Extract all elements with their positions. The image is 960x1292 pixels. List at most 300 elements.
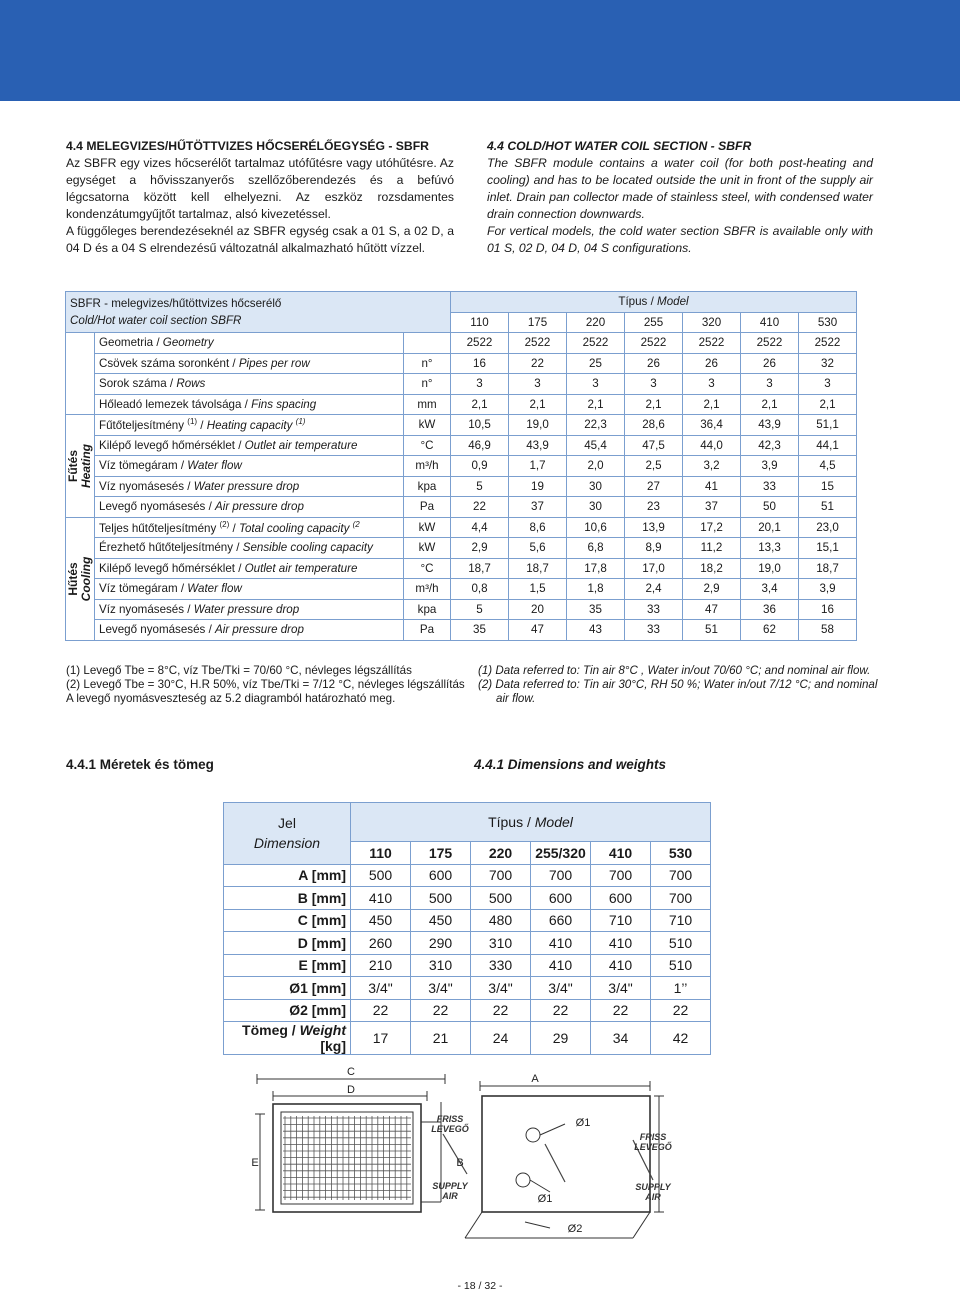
dim-label-a: A	[531, 1073, 539, 1085]
dim-label-heading	[224, 803, 351, 865]
dim-value-cell: 330	[471, 954, 531, 977]
dim-label-o1b: Ø1	[537, 1193, 553, 1205]
label-en: Water flow	[187, 459, 242, 473]
label-supply: SUPPLY	[635, 1182, 671, 1192]
value-cell: 28,6	[625, 415, 683, 436]
value-cell: 19,0	[509, 415, 567, 436]
spec-row-label	[95, 333, 404, 354]
value-cell: 13,9	[625, 517, 683, 538]
model-cell: 320	[683, 312, 741, 333]
label-hu: Hőleadó lemezek távolsága /	[99, 397, 252, 411]
value-cell: 2,0	[567, 456, 625, 477]
model-cell: 530	[651, 842, 711, 865]
value-cell: 17,0	[625, 558, 683, 579]
dim-value-cell: 310	[471, 932, 531, 955]
paragraph: Az SBFR egy vizes hőcserélőt tartalmaz utófűtésre vagy utóhűtésre. Az egységet a hővisszanyerős szellőzőberendezés és a befúvó légcsatorna között kell elhelyezni. Az eszköz rozsdamentes kondenzátumgyűjtőt tartalmaz, alsó kivezetéssel.	[66, 156, 454, 221]
dim-value-cell: 22	[351, 999, 411, 1022]
value-cell: 41	[683, 476, 741, 497]
spec-row	[66, 476, 857, 497]
unit-cell	[404, 333, 451, 354]
value-cell: 6,8	[567, 538, 625, 559]
dim-row	[224, 977, 711, 1000]
value-cell: 1,8	[567, 579, 625, 600]
value-cell: 2522	[509, 333, 567, 354]
dim-value-cell: 410	[351, 887, 411, 910]
value-cell: 51	[799, 497, 857, 518]
heating-label	[67, 444, 93, 488]
value-cell: 26	[741, 353, 799, 374]
dim-value-cell: 660	[531, 909, 591, 932]
label-supply: SUPPLY	[432, 1181, 468, 1191]
dim-row	[224, 909, 711, 932]
dim-value-cell: 22	[411, 999, 471, 1022]
label-hu: Kilépő levegő hőmérséklet /	[99, 438, 245, 452]
label-hu: Víz nyomásesés /	[99, 479, 194, 493]
value-cell: 36	[741, 599, 799, 620]
model-cell: 410	[741, 312, 799, 333]
dim-value-cell: 3/4"	[591, 977, 651, 1000]
dim-value-cell: 450	[351, 909, 411, 932]
value-cell: 2,1	[741, 394, 799, 415]
dim-value-cell: 3/4"	[411, 977, 471, 1000]
left-column-text	[66, 138, 454, 257]
value-cell: 43,9	[741, 415, 799, 436]
label-en: Sensible cooling capacity	[242, 541, 373, 555]
paragraph: A függőleges berendezéseknél az SBFR egység csak a 01 S, a 02 D, a 04 D és a 04 S elrendezésű változatnál alkalmazható hűtött vízzel.	[66, 224, 454, 255]
spec-row	[66, 599, 857, 620]
value-cell: 2,9	[683, 579, 741, 600]
value-cell: 46,9	[451, 435, 509, 456]
value-cell: 23	[625, 497, 683, 518]
label-friss: FRISS	[639, 1132, 667, 1142]
value-cell: 44,0	[683, 435, 741, 456]
value-cell: 3	[509, 374, 567, 395]
value-cell: 50	[741, 497, 799, 518]
model-cell: 410	[591, 842, 651, 865]
dim-row-label: C [mm]	[224, 909, 351, 932]
dim-row	[224, 887, 711, 910]
value-cell: 36,4	[683, 415, 741, 436]
dim-value-cell: 710	[591, 909, 651, 932]
value-cell: 3,2	[683, 456, 741, 477]
value-cell: 47	[509, 620, 567, 641]
dim-value-cell: 700	[651, 864, 711, 887]
dim-row	[224, 999, 711, 1022]
label-en: Total cooling capacity	[238, 521, 353, 535]
dim-value-cell: 700	[531, 864, 591, 887]
heating-label-en: Heating	[79, 443, 93, 488]
value-cell: 2,1	[625, 394, 683, 415]
value-cell: 33	[625, 599, 683, 620]
value-cell: 16	[451, 353, 509, 374]
value-cell: 0,9	[451, 456, 509, 477]
model-cell: 175	[509, 312, 567, 333]
dim-value-cell: 500	[351, 864, 411, 887]
spec-row	[66, 333, 857, 354]
value-cell: 20,1	[741, 517, 799, 538]
spec-row-label	[95, 517, 404, 538]
dim-label-b: B	[456, 1157, 464, 1169]
dim-row	[224, 932, 711, 955]
dim-value-cell: 480	[471, 909, 531, 932]
paragraph: The SBFR module contains a water coil (for both post-heating and cooling) and has to be located outside the unit in front of the supply air inlet. Drain pan collector made of stainless steel, with condensed water drain connection downwards.	[487, 156, 873, 221]
value-cell: 32	[799, 353, 857, 374]
value-cell: 47	[683, 599, 741, 620]
label-en: Air pressure drop	[215, 500, 304, 514]
spec-row-label	[95, 497, 404, 518]
dim-value-cell: 42	[651, 1022, 711, 1055]
value-cell: 62	[741, 620, 799, 641]
spec-row-label	[95, 620, 404, 641]
value-cell: 44,1	[799, 435, 857, 456]
unit-cell: kW	[404, 538, 451, 559]
spec-title-en: Cold/Hot water coil section SBFR	[70, 314, 242, 327]
weight-unit: [kg]	[320, 1038, 346, 1054]
value-cell: 26	[683, 353, 741, 374]
value-cell: 19	[509, 476, 567, 497]
value-cell: 1,5	[509, 579, 567, 600]
spec-title	[66, 292, 451, 333]
cooling-label-hu: Hűtés	[66, 561, 80, 596]
section-heading-hu: 4.4 MELEGVIZES/HŰTÖTTVIZES HŐCSERÉLŐEGYSÉG - SBFR	[66, 139, 429, 153]
dim-value-cell: 500	[411, 887, 471, 910]
value-cell: 2522	[451, 333, 509, 354]
value-cell: 15,1	[799, 538, 857, 559]
value-cell: 3,9	[741, 456, 799, 477]
value-cell: 37	[509, 497, 567, 518]
model-cell: 530	[799, 312, 857, 333]
spec-row	[66, 353, 857, 374]
spec-row	[66, 517, 857, 538]
weight-label-hu: Tömeg /	[242, 1022, 300, 1038]
dim-value-cell: 17	[351, 1022, 411, 1055]
value-cell: 2,5	[625, 456, 683, 477]
heating-label-hu: Fűtés	[66, 449, 80, 482]
value-cell: 3	[625, 374, 683, 395]
label-hu: Levegő nyomásesés /	[99, 500, 216, 514]
label-hu: Csövek száma soronként /	[99, 356, 239, 370]
dim-value-cell: 3/4"	[471, 977, 531, 1000]
dim-value-cell: 22	[651, 999, 711, 1022]
value-cell: 3	[799, 374, 857, 395]
dim-label-e: E	[251, 1157, 259, 1169]
unit-cell: °C	[404, 435, 451, 456]
value-cell: 35	[451, 620, 509, 641]
dim-value-cell: 700	[471, 864, 531, 887]
value-cell: 18,7	[451, 558, 509, 579]
dim-value-cell: 600	[531, 887, 591, 910]
footnote: (1) Levegő Tbe = 8°C, víz Tbe/Tki = 70/60 °C, névleges légszállítás	[66, 664, 412, 677]
label-levego: LEVEGŐ	[634, 1142, 672, 1152]
spec-row-label	[95, 374, 404, 395]
value-cell: 18,7	[509, 558, 567, 579]
dim-value-cell: 310	[411, 954, 471, 977]
dim-value-cell: 21	[411, 1022, 471, 1055]
spec-row-label	[95, 394, 404, 415]
footnote-ref: (1)	[187, 417, 198, 427]
value-cell: 30	[567, 476, 625, 497]
label-levego: LEVEGŐ	[431, 1124, 469, 1134]
dim-value-cell: 510	[651, 932, 711, 955]
dim-value-cell: 260	[351, 932, 411, 955]
dim-label-d: D	[347, 1084, 355, 1096]
label-hu: Víz tömegáram /	[99, 582, 188, 596]
spec-row	[66, 579, 857, 600]
right-column-text	[487, 138, 873, 257]
spec-row-label	[95, 538, 404, 559]
dim-value-cell: 410	[531, 932, 591, 955]
spec-row-label	[95, 558, 404, 579]
value-cell: 8,9	[625, 538, 683, 559]
value-cell: 45,4	[567, 435, 625, 456]
value-cell: 8,6	[509, 517, 567, 538]
footnotes-en	[478, 664, 878, 706]
value-cell: 18,2	[683, 558, 741, 579]
model-cell: 220	[567, 312, 625, 333]
value-cell: 22,3	[567, 415, 625, 436]
dim-value-cell: 3/4"	[531, 977, 591, 1000]
footnote: (1) Data referred to: Tin air 8°C , Water in/out 70/60 °C; and nominal air flow.	[478, 664, 871, 677]
label-en: Outlet air temperature	[244, 438, 358, 452]
value-cell: 4,4	[451, 517, 509, 538]
dim-label-o2: Ø2	[567, 1223, 583, 1235]
cooling-label-en: Cooling	[79, 556, 93, 601]
spec-table	[65, 291, 857, 641]
value-cell: 2,1	[567, 394, 625, 415]
value-cell: 15	[799, 476, 857, 497]
value-cell: 3	[741, 374, 799, 395]
section-heading-en: 4.4 COLD/HOT WATER COIL SECTION - SBFR	[487, 139, 752, 153]
dim-value-cell: 210	[351, 954, 411, 977]
dim-value-cell: 600	[411, 864, 471, 887]
value-cell: 33	[741, 476, 799, 497]
spec-row-label	[95, 435, 404, 456]
label-en: Heating capacity	[206, 419, 296, 433]
unit-cell: m³/h	[404, 456, 451, 477]
value-cell: 17,2	[683, 517, 741, 538]
value-cell: 20	[509, 599, 567, 620]
dim-value-cell: 500	[471, 887, 531, 910]
value-cell: 2522	[625, 333, 683, 354]
value-cell: 4,5	[799, 456, 857, 477]
value-cell: 30	[567, 497, 625, 518]
value-cell: 2522	[741, 333, 799, 354]
label-en: Air pressure drop	[215, 623, 304, 637]
dim-value-cell: 700	[651, 887, 711, 910]
spec-row-label	[95, 579, 404, 600]
label-hu: Sorok száma /	[99, 377, 177, 391]
label-sep: /	[197, 419, 207, 433]
label-sep: /	[229, 521, 239, 535]
dim-row-label: Ø2 [mm]	[224, 999, 351, 1022]
spec-row	[66, 538, 857, 559]
label-hu: Fűtőteljesítmény	[99, 419, 188, 433]
spec-row	[66, 497, 857, 518]
dim-value-cell: 24	[471, 1022, 531, 1055]
value-cell: 51	[683, 620, 741, 641]
label-en: Fins spacing	[251, 397, 317, 411]
footnote: (2) Levegő Tbe = 30°C, H.R 50%, víz Tbe/Tki = 7/12 °C, névleges légszállítás	[66, 678, 465, 691]
spec-row	[66, 374, 857, 395]
unit-cell: mm	[404, 394, 451, 415]
footnote-ref: (2)	[219, 519, 230, 529]
dimensions-heading-hu: 4.4.1 Méretek és tömeg	[66, 757, 214, 772]
dim-value-cell: 22	[531, 999, 591, 1022]
unit-cell: Pa	[404, 497, 451, 518]
heating-side-label	[66, 415, 95, 518]
cooling-side-label	[66, 517, 95, 640]
value-cell: 1,7	[509, 456, 567, 477]
page-number: - 18 / 32 -	[457, 1280, 503, 1292]
spec-row-label	[95, 476, 404, 497]
dim-row-label: Ø1 [mm]	[224, 977, 351, 1000]
dim-header-row	[224, 803, 711, 842]
model-cell: 255	[625, 312, 683, 333]
model-heading	[451, 292, 857, 313]
label-hu: Kilépő levegő hőmérséklet /	[99, 561, 245, 575]
model-cell: 110	[451, 312, 509, 333]
value-cell: 2,1	[683, 394, 741, 415]
value-cell: 16	[799, 599, 857, 620]
dim-label-c: C	[347, 1066, 355, 1078]
unit-cell: Pa	[404, 620, 451, 641]
dim-value-cell: 510	[651, 954, 711, 977]
spec-row	[66, 456, 857, 477]
value-cell: 51,1	[799, 415, 857, 436]
spec-row	[66, 415, 857, 436]
value-cell: 22	[509, 353, 567, 374]
unit-cell: kpa	[404, 599, 451, 620]
value-cell: 3	[567, 374, 625, 395]
dim-value-cell: 410	[591, 954, 651, 977]
label-friss: FRISS	[436, 1114, 464, 1124]
dimension-drawing	[245, 1062, 715, 1242]
dimensions-heading-en: 4.4.1 Dimensions and weights	[474, 757, 667, 772]
dim-value-cell: 450	[411, 909, 471, 932]
value-cell: 23,0	[799, 517, 857, 538]
dim-value-cell: 29	[531, 1022, 591, 1055]
label-hu: Víz tömegáram /	[99, 459, 188, 473]
spec-title-hu: SBFR - melegvizes/hűtöttvizes hőcserélő	[70, 297, 282, 310]
weight-label-en: Weight	[299, 1022, 346, 1038]
value-cell: 19,0	[741, 558, 799, 579]
value-cell: 10,6	[567, 517, 625, 538]
value-cell: 2522	[683, 333, 741, 354]
label-hu: Víz nyomásesés /	[99, 602, 194, 616]
spec-row-label	[95, 353, 404, 374]
label-en: Rows	[176, 377, 206, 391]
cooling-label	[67, 556, 93, 601]
value-cell: 3,4	[741, 579, 799, 600]
dim-value-cell: 710	[651, 909, 711, 932]
value-cell: 13,3	[741, 538, 799, 559]
value-cell: 3	[683, 374, 741, 395]
label-en: Water pressure drop	[193, 602, 300, 616]
dim-value-cell: 290	[411, 932, 471, 955]
dim-row-label: E [mm]	[224, 954, 351, 977]
label-en: Water flow	[187, 582, 242, 596]
dim-row	[224, 954, 711, 977]
footnotes-hu	[66, 664, 466, 706]
label-hu: Geometria /	[99, 336, 163, 350]
model-heading-hu: Típus /	[488, 814, 531, 830]
spec-row-label	[95, 456, 404, 477]
label-en: Water pressure drop	[193, 479, 300, 493]
model-cell: 255/320	[531, 842, 591, 865]
label-air: AIR	[442, 1191, 458, 1201]
value-cell: 17,8	[567, 558, 625, 579]
model-cell: 175	[411, 842, 471, 865]
value-cell: 2,9	[451, 538, 509, 559]
value-cell: 37	[683, 497, 741, 518]
value-cell: 58	[799, 620, 857, 641]
dim-row-label: A [mm]	[224, 864, 351, 887]
dim-model-heading	[351, 803, 711, 842]
value-cell: 11,2	[683, 538, 741, 559]
unit-cell: kpa	[404, 476, 451, 497]
unit-cell: n°	[404, 374, 451, 395]
unit-cell: °C	[404, 558, 451, 579]
model-cell: 220	[471, 842, 531, 865]
value-cell: 3	[451, 374, 509, 395]
value-cell: 33	[625, 620, 683, 641]
dim-label-o1: Ø1	[575, 1117, 591, 1129]
dimension-label: Dimension	[253, 835, 321, 852]
value-cell: 43,9	[509, 435, 567, 456]
value-cell: 5	[451, 476, 509, 497]
dim-value-cell: 410	[591, 932, 651, 955]
dim-value-cell: 34	[591, 1022, 651, 1055]
label-hu: Levegő nyomásesés /	[99, 623, 216, 637]
spec-row-label	[95, 415, 404, 436]
unit-cell: n°	[404, 353, 451, 374]
footnote: A levegő nyomásveszteség az 5.2 diagramból határozható meg.	[66, 692, 396, 705]
value-cell: 26	[625, 353, 683, 374]
jel-label: Jel	[278, 815, 296, 832]
dim-row-label: B [mm]	[224, 887, 351, 910]
value-cell: 5	[451, 599, 509, 620]
unit-cell: kW	[404, 415, 451, 436]
unit-cell: m³/h	[404, 579, 451, 600]
value-cell: 2,1	[451, 394, 509, 415]
value-cell: 25	[567, 353, 625, 374]
value-cell: 10,5	[451, 415, 509, 436]
value-cell: 2522	[799, 333, 857, 354]
value-cell: 42,3	[741, 435, 799, 456]
footnote-ref: (1)	[295, 417, 306, 427]
value-cell: 3,9	[799, 579, 857, 600]
model-heading-hu: Típus /	[618, 295, 654, 309]
footnote-ref: (2	[352, 519, 360, 529]
dim-value-cell: 1’’	[651, 977, 711, 1000]
spec-header-row	[66, 292, 857, 313]
spec-row	[66, 620, 857, 641]
value-cell: 2,1	[799, 394, 857, 415]
value-cell: 43	[567, 620, 625, 641]
value-cell: 35	[567, 599, 625, 620]
weight-label	[224, 1022, 351, 1055]
value-cell: 0,8	[451, 579, 509, 600]
value-cell: 2,1	[509, 394, 567, 415]
value-cell: 2,4	[625, 579, 683, 600]
model-cell: 110	[351, 842, 411, 865]
model-heading-en: Model	[534, 814, 573, 830]
header-bar	[0, 0, 960, 101]
label-hu: Teljes hűtőteljesítmény	[99, 521, 220, 535]
dim-value-cell: 22	[591, 999, 651, 1022]
dim-value-cell: 600	[591, 887, 651, 910]
label-en: Outlet air temperature	[244, 561, 358, 575]
